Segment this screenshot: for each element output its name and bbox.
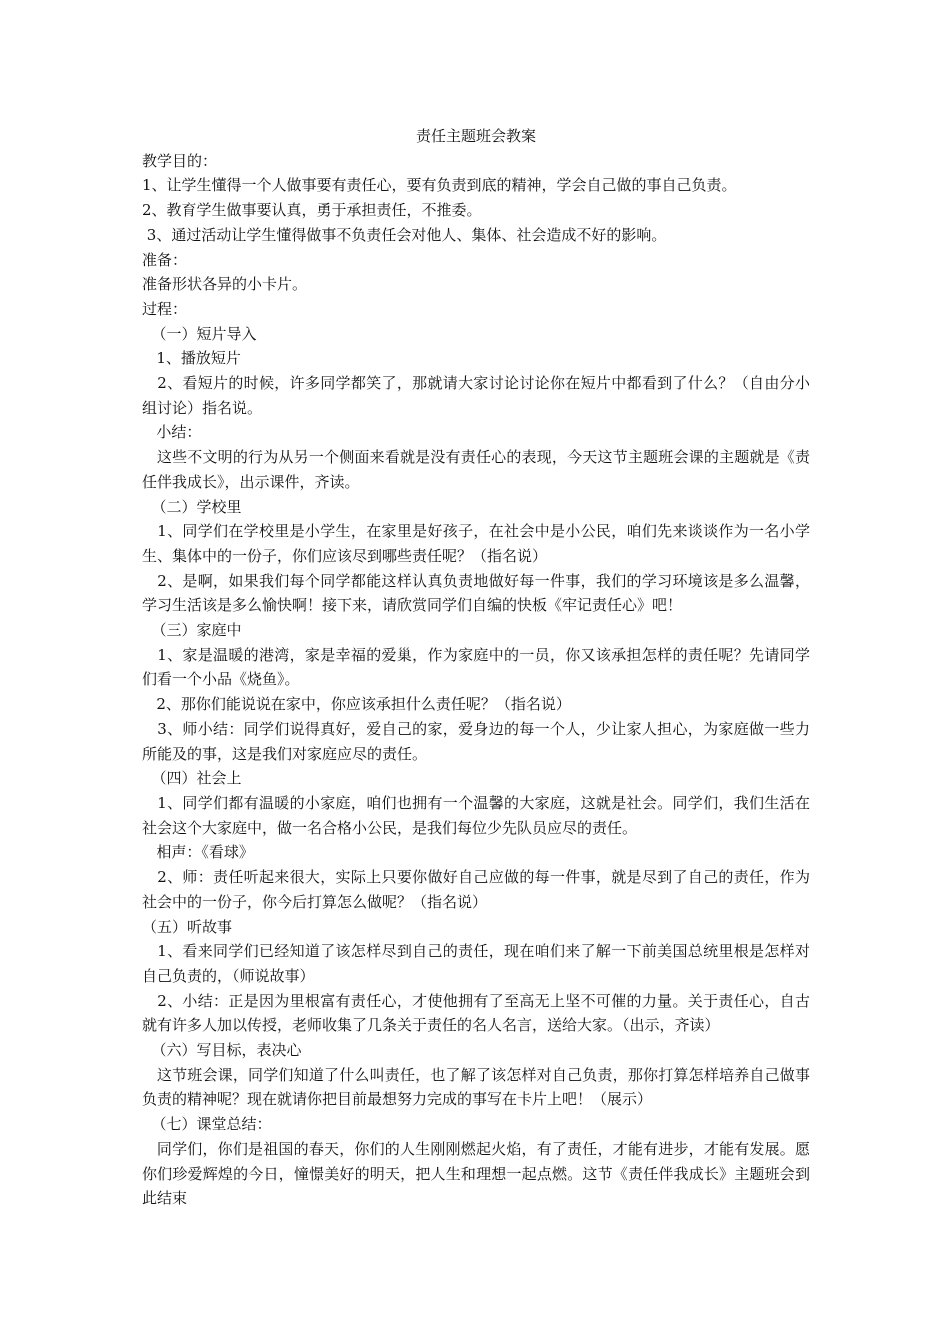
document-title: 责任主题班会教案 (415, 127, 536, 145)
document-page (142, 124, 810, 1211)
paragraph: 小结： (142, 423, 202, 442)
paragraph: 这些不文明的行为从另一个侧面来看就是没有责任心的表现，今天这节主题班会课的主题就是《责任伴我成长》，出示课件，齐读。 (142, 448, 810, 491)
paragraph: 2、师：责任听起来很大，实际上只要你做好自己应做的每一件事，就是尽到了自己的责任，作为社会中的一份子，你今后打算怎么做呢？（指名说） (142, 868, 810, 911)
paragraph: 2、教育学生做事要认真，勇于承担责任，不推委。 (142, 201, 482, 220)
paragraph: 2、那你们能说说在家中，你应该承担什么责任呢？（指名说） (142, 695, 571, 714)
paragraph: 准备： (142, 250, 188, 269)
paragraph: 教学目的： (142, 151, 218, 170)
paragraph: 1、同学们都有温暖的小家庭，咱们也拥有一个温馨的大家庭，这就是社会。同学们，我们生活在社会这个大家庭中，做一名合格小公民，是我们每位少先队员应尽的责任。 (142, 793, 810, 837)
paragraph: 1、看来同学们已经知道了该怎样尽到自己的责任，现在咱们来了解一下前美国总统里根是怎样对自己负责的，（师说故事） (142, 942, 810, 985)
paragraph: 3、师小结：同学们说得真好，爱自己的家，爱身边的每一个人，少让家人担心，为家庭做一些力所能及的事，这是我们对家庭应尽的责任。 (142, 719, 810, 763)
paragraph: 相声：《看球》 (142, 843, 254, 862)
paragraph: 这节班会课，同学们知道了什么叫责任，也了解了该怎样对自己负责，那你打算怎样培养自己做事负责的精神呢？现在就请你把目前最想努力完成的事写在卡片上吧！（展示） (142, 1065, 810, 1109)
paragraph: 2、是啊，如果我们每个同学都能这样认真负责地做好每一件事，我们的学习环境该是多么温馨，学习生活该是多么愉快啊！接下来，请欣赏同学们自编的快板《牢记责任心》吧！ (142, 571, 810, 615)
paragraph: 1、家是温暖的港湾，家是幸福的爱巢，作为家庭中的一员，你又该承担怎样的责任呢？先请同学们看一个小品《烧鱼》。 (142, 645, 810, 689)
paragraph: （七）课堂总结： (142, 1115, 272, 1134)
document-body (142, 149, 810, 1211)
paragraph: （三）家庭中 (142, 621, 242, 640)
paragraph: 3、通过活动让学生懂得做事不负责任会对他人、集体、社会造成不好的影响。 (142, 225, 667, 244)
paragraph: 1、同学们在学校里是小学生，在家里是好孩子，在社会中是小公民，咱们先来谈谈作为一名小学生、集体中的一份子，你们应该尽到哪些责任呢？（指名说） (142, 522, 810, 565)
paragraph: 2、看短片的时候，许多同学都笑了，那就请大家讨论讨论你在短片中都看到了什么？（自由分小组讨论）指名说。 (142, 374, 810, 417)
paragraph: （二）学校里 (142, 497, 242, 516)
paragraph: （五）听故事 (142, 917, 233, 936)
paragraph: 同学们，你们是祖国的春天，你们的人生刚刚燃起火焰，有了责任，才能有进步，才能有发展。愿你们珍爱辉煌的今日，憧憬美好的明天，把人生和理想一起点燃。这节《责任伴我成长》主题班会到此结束 (142, 1139, 810, 1208)
paragraph: 1、让学生懂得一个人做事要有责任心，要有负责到底的精神，学会自己做的事自己负责。 (142, 176, 737, 195)
paragraph: （四）社会上 (142, 769, 242, 788)
paragraph: 准备形状各异的小卡片。 (142, 275, 308, 294)
paragraph: （一）短片导入 (142, 324, 257, 343)
paragraph: 过程： (142, 299, 188, 318)
paragraph: （六）写目标，表决心 (142, 1041, 302, 1060)
paragraph: 1、播放短片 (142, 349, 241, 368)
paragraph: 2、小结：正是因为里根富有责任心，才使他拥有了至高无上坚不可催的力量。关于责任心，自古就有许多人加以传授，老师收集了几条关于责任的名人名言，送给大家。（出示，齐读） (142, 991, 810, 1035)
